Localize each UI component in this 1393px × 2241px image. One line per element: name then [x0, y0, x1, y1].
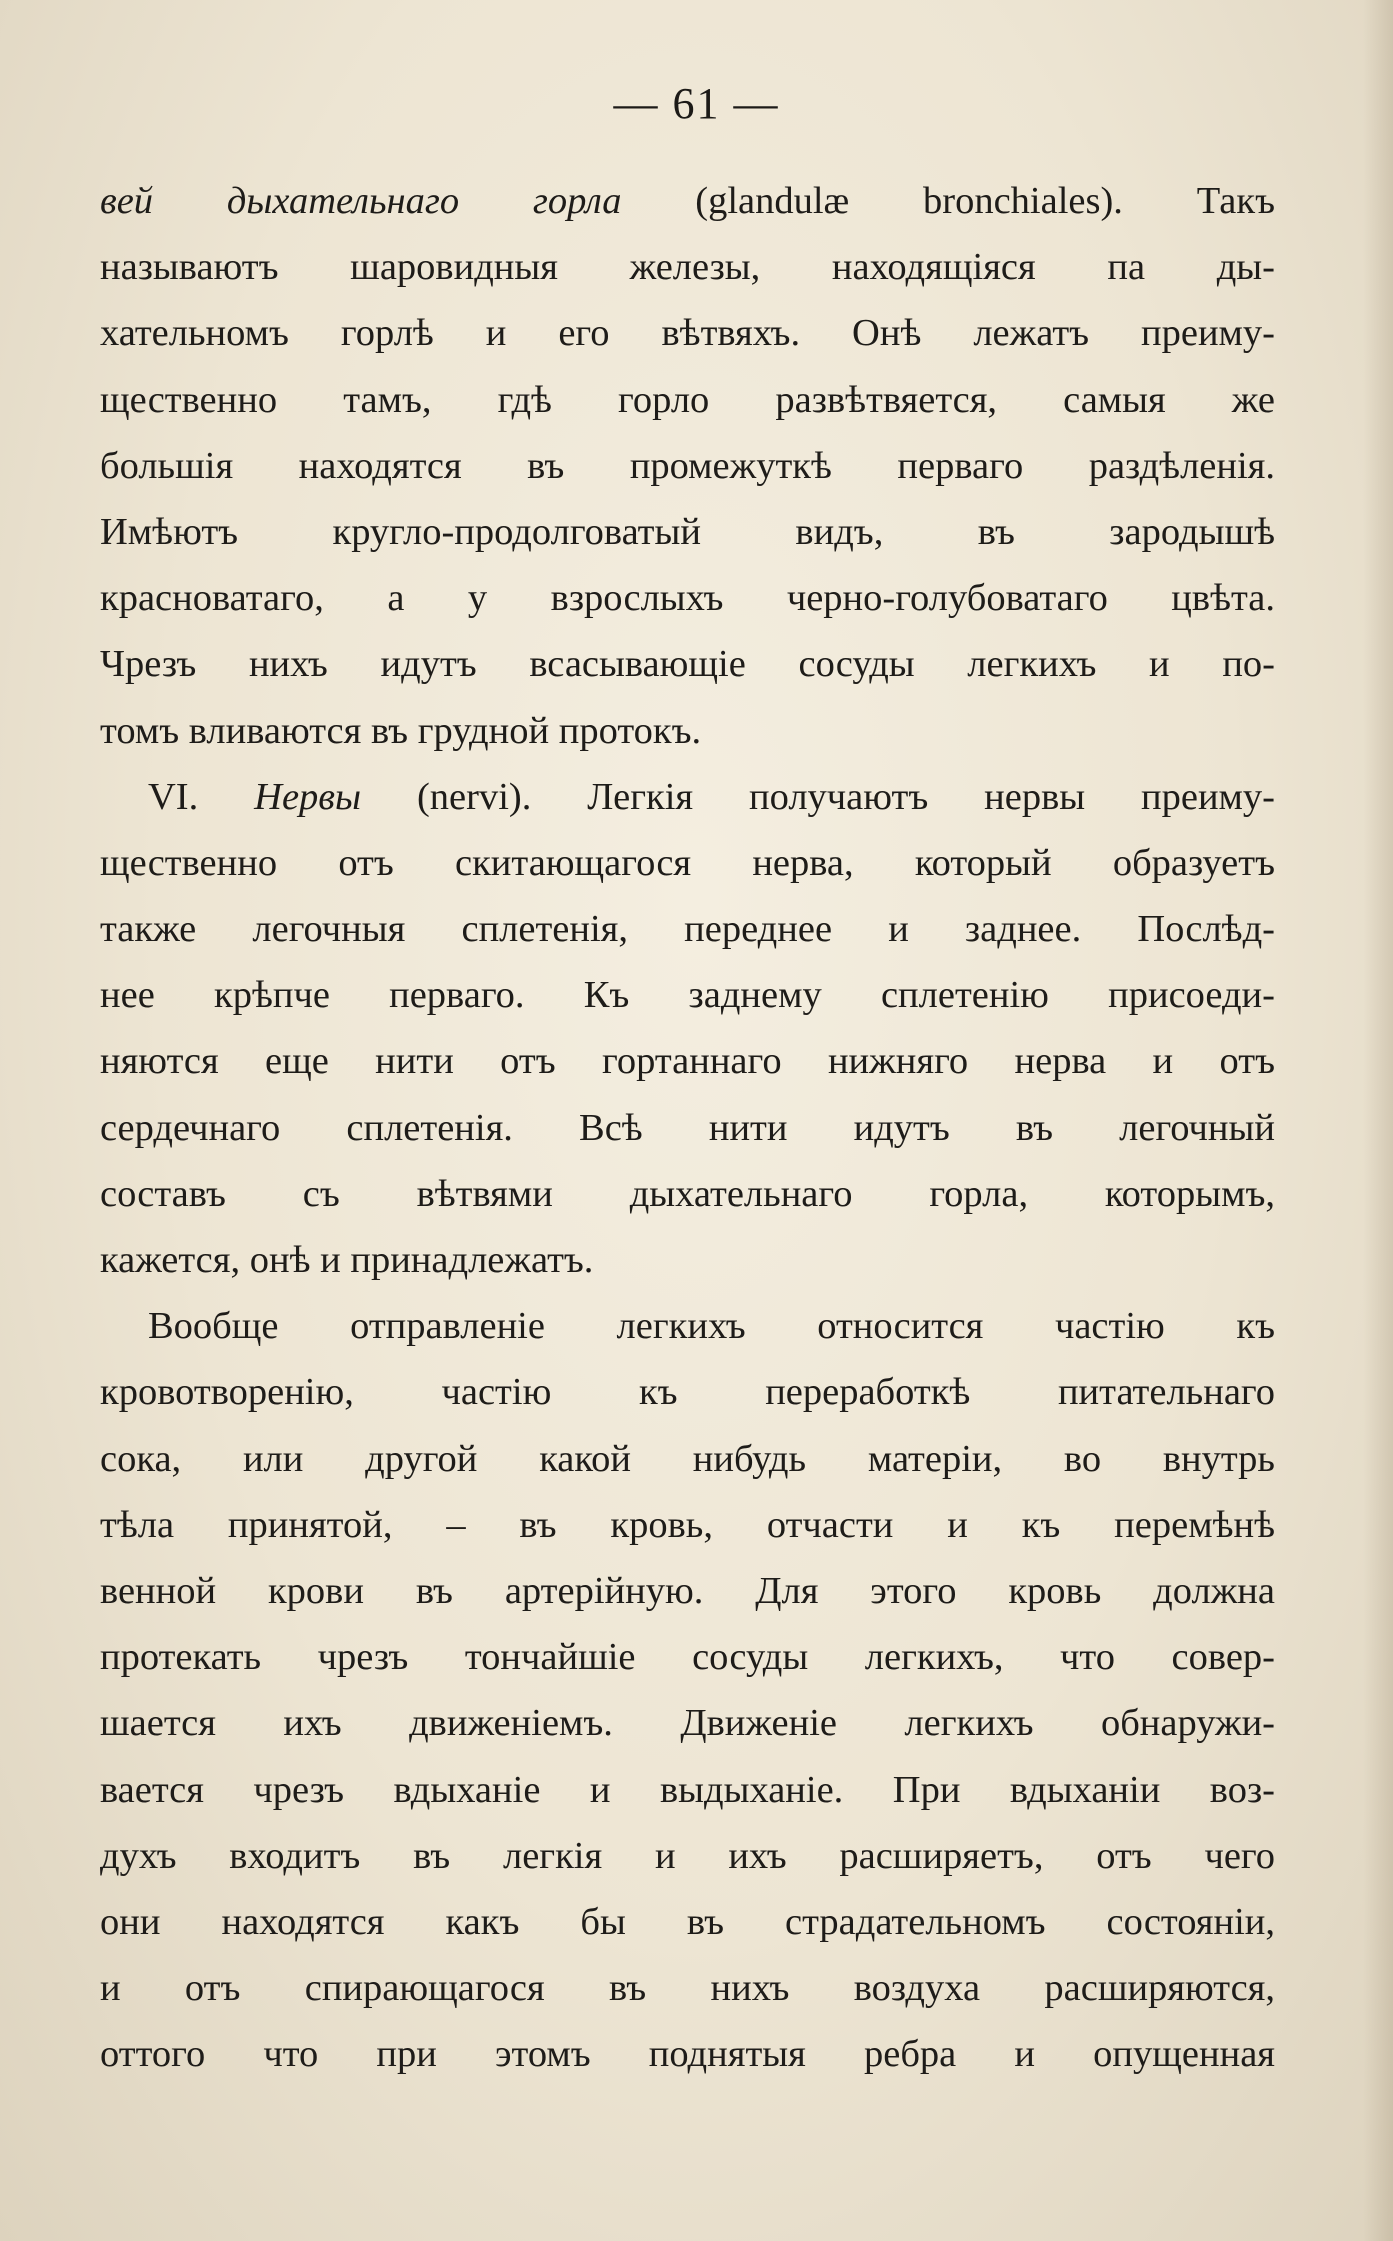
- text-segment: они находятся какъ бы въ страдательномъ состояніи,: [100, 1900, 1275, 1943]
- italic-text-segment: вей дыхательнаго горла: [100, 180, 622, 222]
- text-line: [100, 1624, 1275, 1690]
- text-line: [100, 433, 1275, 499]
- text-segment: шается ихъ движеніемъ. Движеніе легкихъ обнаружи-: [100, 1702, 1275, 1745]
- text-line: [100, 300, 1275, 366]
- text-segment: и отъ спирающагося въ нихъ воздуха расширяются,: [100, 1967, 1275, 2010]
- text-line: [100, 1823, 1275, 1889]
- text-segment: большія находятся въ промежуткѣ перваго раздѣленія.: [100, 444, 1275, 487]
- text-segment: венной крови въ артерійную. Для этого кровь должна: [100, 1569, 1275, 1612]
- text-line: [100, 1359, 1275, 1425]
- text-segment: сока, или другой какой нибудь матеріи, во внутрь: [100, 1437, 1275, 1480]
- text-segment: Чрезъ нихъ идутъ всасывающіе сосуды легкихъ и по-: [100, 643, 1275, 686]
- text-segment: щественно отъ скитающагося нерва, который образуетъ: [100, 841, 1275, 884]
- text-segment: также легочныя сплетенія, переднее и заднее. Послѣд-: [100, 908, 1275, 951]
- text-line: [100, 1095, 1275, 1161]
- text-segment: Вообще отправленіе легкихъ относится частію къ: [148, 1305, 1275, 1348]
- text-line: [100, 631, 1275, 697]
- italic-text-segment: Нервы: [254, 775, 362, 818]
- text-line: [100, 2021, 1275, 2087]
- text-line: [100, 764, 1275, 830]
- text-segment: протекать чрезъ тончайшіе сосуды легкихъ, что совер-: [100, 1636, 1275, 1679]
- text-line: [100, 234, 1275, 300]
- text-segment: сердечнаго сплетенія. Всѣ нити идутъ въ легочный: [100, 1106, 1275, 1149]
- text-line: [100, 1028, 1275, 1094]
- text-line: [100, 1558, 1275, 1624]
- text-segment: кажется, онѣ и принадлежатъ.: [100, 1239, 594, 1281]
- text-line: [100, 367, 1275, 433]
- text-segment: духъ входитъ въ легкія и ихъ расширяетъ, отъ чего: [100, 1834, 1275, 1877]
- page-edge-shadow: [1363, 0, 1393, 2241]
- text-line: [100, 1161, 1275, 1227]
- text-line: [100, 1293, 1275, 1359]
- text-segment: красноватаго, а у взрослыхъ черно-голубоватаго цвѣта.: [100, 577, 1275, 620]
- text-line: [100, 1757, 1275, 1823]
- text-segment: томъ вливаются въ грудной протокъ.: [100, 709, 702, 752]
- text-line: [100, 1889, 1275, 1955]
- text-line: [100, 962, 1275, 1028]
- text-segment: тѣла принятой, – въ кровь, отчасти и къ перемѣнѣ: [100, 1503, 1275, 1546]
- text-segment: VI.: [148, 775, 255, 818]
- text-line: [100, 1426, 1275, 1492]
- text-line: [100, 1955, 1275, 2021]
- text-line: [100, 1690, 1275, 1756]
- body-text: [100, 168, 1275, 2087]
- text-line: [100, 565, 1275, 631]
- text-segment: (nervi). Легкія получаютъ нервы преиму-: [361, 775, 1275, 818]
- text-segment: кровотворенію, частію къ переработкѣ питательнаго: [100, 1371, 1275, 1414]
- text-segment: оттого что при этомъ поднятыя ребра и опущенная: [100, 2033, 1275, 2076]
- text-segment: вается чрезъ вдыханіе и выдыханіе. При вдыханіи воз-: [100, 1768, 1275, 1811]
- text-segment: щественно тамъ, гдѣ горло развѣтвяется, самыя же: [100, 378, 1275, 421]
- text-segment: составъ съ вѣтвями дыхательнаго горла, которымъ,: [100, 1172, 1275, 1215]
- text-line: [100, 830, 1275, 896]
- text-line: [100, 1227, 1275, 1293]
- text-line: [100, 698, 1275, 764]
- text-segment: хательномъ горлѣ и его вѣтвяхъ. Онѣ лежатъ преиму-: [100, 312, 1275, 355]
- text-segment: Имѣютъ кругло-продолговатый видъ, въ зародышѣ: [100, 510, 1275, 553]
- text-segment: называютъ шаровидныя железы, находящіяся па ды-: [100, 246, 1275, 289]
- text-line: [100, 168, 1275, 234]
- text-line: [100, 1492, 1275, 1558]
- page-number: — 61 —: [613, 79, 780, 128]
- text-segment: няются еще нити отъ гортаннаго нижняго нерва и отъ: [100, 1040, 1275, 1083]
- text-line: [100, 896, 1275, 962]
- text-segment: (glandulæ bronchiales). Такъ: [621, 180, 1275, 222]
- text-segment: нее крѣпче перваго. Къ заднему сплетенію присоеди-: [100, 974, 1275, 1017]
- text-line: [100, 499, 1275, 565]
